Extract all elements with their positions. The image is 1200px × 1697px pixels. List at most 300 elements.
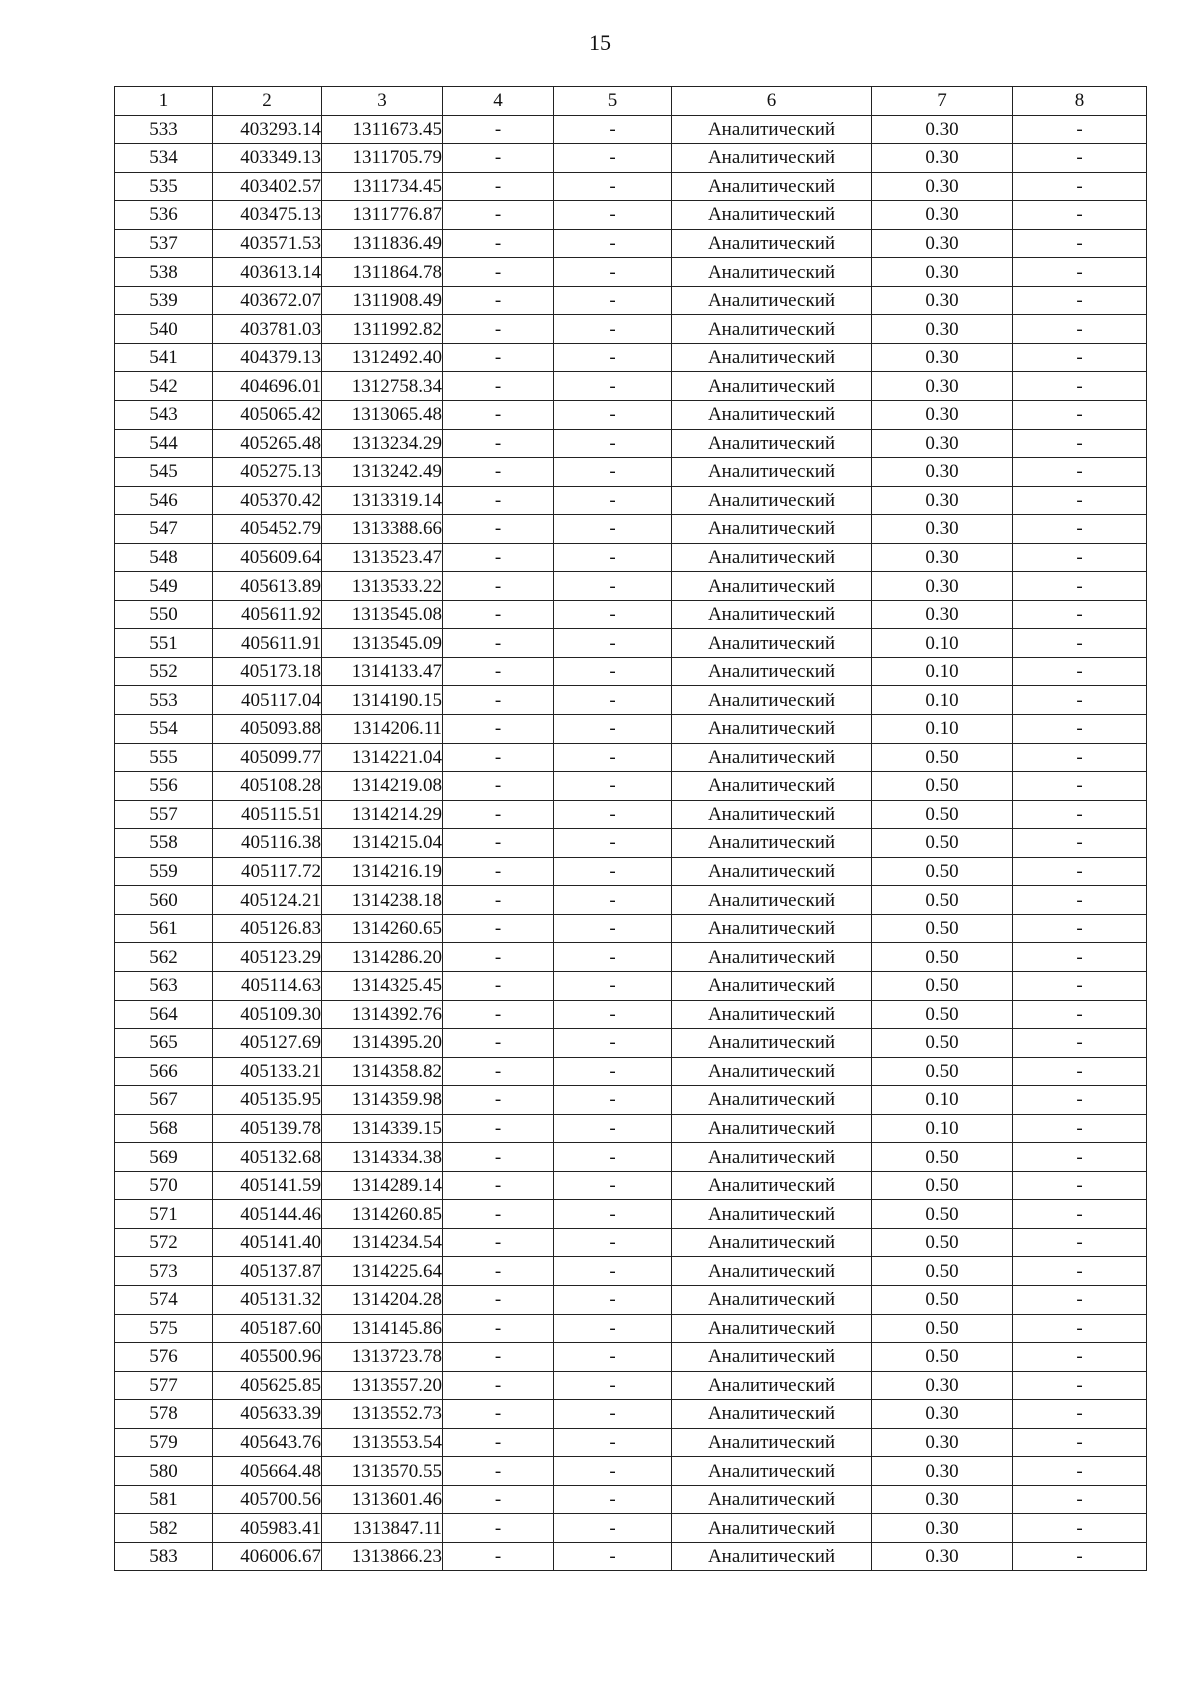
col8-cell: - xyxy=(1013,201,1147,230)
x-coordinate-cell: 405609.64 xyxy=(213,543,322,572)
point-number-cell: 557 xyxy=(115,800,213,829)
point-number-cell: 549 xyxy=(115,572,213,601)
accuracy-cell: 0.30 xyxy=(872,286,1013,315)
col8-cell: - xyxy=(1013,1171,1147,1200)
col5-cell: - xyxy=(554,401,672,430)
table-row xyxy=(115,829,1147,858)
table-row xyxy=(115,857,1147,886)
col8-cell: - xyxy=(1013,1000,1147,1029)
col5-cell: - xyxy=(554,343,672,372)
table-row xyxy=(115,800,1147,829)
col8-cell: - xyxy=(1013,1257,1147,1286)
y-coordinate-cell: 1313552.73 xyxy=(322,1400,443,1429)
y-coordinate-cell: 1314260.65 xyxy=(322,914,443,943)
x-coordinate-cell: 405613.89 xyxy=(213,572,322,601)
col5-cell: - xyxy=(554,857,672,886)
method-cell: Аналитический xyxy=(672,686,872,715)
col4-cell: - xyxy=(443,315,554,344)
x-coordinate-cell: 405139.78 xyxy=(213,1114,322,1143)
point-number-cell: 566 xyxy=(115,1057,213,1086)
point-number-cell: 579 xyxy=(115,1428,213,1457)
col8-cell: - xyxy=(1013,800,1147,829)
x-coordinate-cell: 405126.83 xyxy=(213,914,322,943)
x-coordinate-cell: 405116.38 xyxy=(213,829,322,858)
col4-cell: - xyxy=(443,486,554,515)
col8-cell: - xyxy=(1013,144,1147,173)
x-coordinate-cell: 405093.88 xyxy=(213,715,322,744)
x-coordinate-cell: 404696.01 xyxy=(213,372,322,401)
col5-cell: - xyxy=(554,172,672,201)
y-coordinate-cell: 1314190.15 xyxy=(322,686,443,715)
table-row xyxy=(115,1143,1147,1172)
point-number-cell: 543 xyxy=(115,401,213,430)
y-coordinate-cell: 1314219.08 xyxy=(322,772,443,801)
table-row xyxy=(115,401,1147,430)
y-coordinate-cell: 1314339.15 xyxy=(322,1114,443,1143)
col5-cell: - xyxy=(554,1057,672,1086)
point-number-cell: 538 xyxy=(115,258,213,287)
col5-cell: - xyxy=(554,1086,672,1115)
col4-cell: - xyxy=(443,1371,554,1400)
col4-cell: - xyxy=(443,1400,554,1429)
col5-cell: - xyxy=(554,1457,672,1486)
col4-cell: - xyxy=(443,343,554,372)
x-coordinate-cell: 405500.96 xyxy=(213,1343,322,1372)
accuracy-cell: 0.50 xyxy=(872,971,1013,1000)
accuracy-cell: 0.30 xyxy=(872,1485,1013,1514)
accuracy-cell: 0.30 xyxy=(872,144,1013,173)
col5-cell: - xyxy=(554,1200,672,1229)
method-cell: Аналитический xyxy=(672,429,872,458)
x-coordinate-cell: 405144.46 xyxy=(213,1200,322,1229)
col8-cell: - xyxy=(1013,1485,1147,1514)
col4-cell: - xyxy=(443,572,554,601)
table-row xyxy=(115,543,1147,572)
method-cell: Аналитический xyxy=(672,1428,872,1457)
accuracy-cell: 0.30 xyxy=(872,458,1013,487)
col4-cell: - xyxy=(443,971,554,1000)
table-header-row xyxy=(115,87,1147,116)
y-coordinate-cell: 1312758.34 xyxy=(322,372,443,401)
accuracy-cell: 0.50 xyxy=(872,743,1013,772)
col5-cell: - xyxy=(554,829,672,858)
x-coordinate-cell: 405135.95 xyxy=(213,1086,322,1115)
y-coordinate-cell: 1314215.04 xyxy=(322,829,443,858)
x-coordinate-cell: 405141.40 xyxy=(213,1228,322,1257)
col8-cell: - xyxy=(1013,1029,1147,1058)
table-row xyxy=(115,715,1147,744)
col4-cell: - xyxy=(443,743,554,772)
table-row xyxy=(115,315,1147,344)
col5-cell: - xyxy=(554,657,672,686)
y-coordinate-cell: 1313553.54 xyxy=(322,1428,443,1457)
col8-cell: - xyxy=(1013,429,1147,458)
col5-cell: - xyxy=(554,914,672,943)
table-row xyxy=(115,1314,1147,1343)
method-cell: Аналитический xyxy=(672,515,872,544)
point-number-cell: 562 xyxy=(115,943,213,972)
col4-cell: - xyxy=(443,1428,554,1457)
point-number-cell: 541 xyxy=(115,343,213,372)
y-coordinate-cell: 1311908.49 xyxy=(322,286,443,315)
point-number-cell: 533 xyxy=(115,115,213,144)
col4-cell: - xyxy=(443,1114,554,1143)
method-cell: Аналитический xyxy=(672,486,872,515)
table-row xyxy=(115,372,1147,401)
col8-cell: - xyxy=(1013,1371,1147,1400)
point-number-cell: 535 xyxy=(115,172,213,201)
method-cell: Аналитический xyxy=(672,886,872,915)
accuracy-cell: 0.30 xyxy=(872,258,1013,287)
method-cell: Аналитический xyxy=(672,629,872,658)
col4-cell: - xyxy=(443,1171,554,1200)
y-coordinate-cell: 1314221.04 xyxy=(322,743,443,772)
x-coordinate-cell: 405141.59 xyxy=(213,1171,322,1200)
y-coordinate-cell: 1313601.46 xyxy=(322,1485,443,1514)
column-header: 2 xyxy=(213,87,322,116)
accuracy-cell: 0.30 xyxy=(872,401,1013,430)
table-row xyxy=(115,686,1147,715)
table-row xyxy=(115,657,1147,686)
col5-cell: - xyxy=(554,229,672,258)
table-row xyxy=(115,1428,1147,1457)
column-header: 6 xyxy=(672,87,872,116)
y-coordinate-cell: 1313570.55 xyxy=(322,1457,443,1486)
y-coordinate-cell: 1313723.78 xyxy=(322,1343,443,1372)
col4-cell: - xyxy=(443,286,554,315)
accuracy-cell: 0.30 xyxy=(872,1457,1013,1486)
accuracy-cell: 0.50 xyxy=(872,1285,1013,1314)
point-number-cell: 576 xyxy=(115,1343,213,1372)
x-coordinate-cell: 405133.21 xyxy=(213,1057,322,1086)
accuracy-cell: 0.10 xyxy=(872,1114,1013,1143)
col8-cell: - xyxy=(1013,686,1147,715)
col4-cell: - xyxy=(443,1457,554,1486)
col8-cell: - xyxy=(1013,543,1147,572)
page-number: 15 xyxy=(589,30,611,55)
x-coordinate-cell: 405633.39 xyxy=(213,1400,322,1429)
table-row xyxy=(115,229,1147,258)
table-row xyxy=(115,886,1147,915)
method-cell: Аналитический xyxy=(672,229,872,258)
table-row xyxy=(115,343,1147,372)
x-coordinate-cell: 404379.13 xyxy=(213,343,322,372)
y-coordinate-cell: 1313523.47 xyxy=(322,543,443,572)
method-cell: Аналитический xyxy=(672,1457,872,1486)
col4-cell: - xyxy=(443,1143,554,1172)
method-cell: Аналитический xyxy=(672,1228,872,1257)
point-number-cell: 534 xyxy=(115,144,213,173)
col5-cell: - xyxy=(554,629,672,658)
x-coordinate-cell: 406006.67 xyxy=(213,1542,322,1571)
point-number-cell: 581 xyxy=(115,1485,213,1514)
accuracy-cell: 0.50 xyxy=(872,1343,1013,1372)
y-coordinate-cell: 1311992.82 xyxy=(322,315,443,344)
col8-cell: - xyxy=(1013,914,1147,943)
x-coordinate-cell: 405370.42 xyxy=(213,486,322,515)
col4-cell: - xyxy=(443,1314,554,1343)
x-coordinate-cell: 405117.04 xyxy=(213,686,322,715)
col5-cell: - xyxy=(554,1257,672,1286)
table-row xyxy=(115,572,1147,601)
method-cell: Аналитический xyxy=(672,315,872,344)
point-number-cell: 563 xyxy=(115,971,213,1000)
point-number-cell: 564 xyxy=(115,1000,213,1029)
method-cell: Аналитический xyxy=(672,1485,872,1514)
point-number-cell: 561 xyxy=(115,914,213,943)
method-cell: Аналитический xyxy=(672,1143,872,1172)
table-row xyxy=(115,772,1147,801)
x-coordinate-cell: 405275.13 xyxy=(213,458,322,487)
y-coordinate-cell: 1313234.29 xyxy=(322,429,443,458)
x-coordinate-cell: 405137.87 xyxy=(213,1257,322,1286)
point-number-cell: 547 xyxy=(115,515,213,544)
point-number-cell: 540 xyxy=(115,315,213,344)
accuracy-cell: 0.30 xyxy=(872,115,1013,144)
col4-cell: - xyxy=(443,1257,554,1286)
table-row xyxy=(115,429,1147,458)
table-row xyxy=(115,971,1147,1000)
col5-cell: - xyxy=(554,600,672,629)
col8-cell: - xyxy=(1013,515,1147,544)
col5-cell: - xyxy=(554,515,672,544)
method-cell: Аналитический xyxy=(672,258,872,287)
accuracy-cell: 0.30 xyxy=(872,1371,1013,1400)
col4-cell: - xyxy=(443,1086,554,1115)
point-number-cell: 544 xyxy=(115,429,213,458)
accuracy-cell: 0.50 xyxy=(872,943,1013,972)
point-number-cell: 542 xyxy=(115,372,213,401)
point-number-cell: 578 xyxy=(115,1400,213,1429)
method-cell: Аналитический xyxy=(672,144,872,173)
col5-cell: - xyxy=(554,1485,672,1514)
point-number-cell: 555 xyxy=(115,743,213,772)
col5-cell: - xyxy=(554,1514,672,1543)
table-row xyxy=(115,144,1147,173)
col8-cell: - xyxy=(1013,829,1147,858)
x-coordinate-cell: 405065.42 xyxy=(213,401,322,430)
table-row xyxy=(115,629,1147,658)
point-number-cell: 548 xyxy=(115,543,213,572)
x-coordinate-cell: 405664.48 xyxy=(213,1457,322,1486)
col8-cell: - xyxy=(1013,286,1147,315)
col4-cell: - xyxy=(443,1343,554,1372)
accuracy-cell: 0.10 xyxy=(872,657,1013,686)
y-coordinate-cell: 1313545.09 xyxy=(322,629,443,658)
col8-cell: - xyxy=(1013,971,1147,1000)
y-coordinate-cell: 1314395.20 xyxy=(322,1029,443,1058)
col5-cell: - xyxy=(554,1542,672,1571)
table-row xyxy=(115,1485,1147,1514)
method-cell: Аналитический xyxy=(672,857,872,886)
table-row xyxy=(115,515,1147,544)
col4-cell: - xyxy=(443,429,554,458)
accuracy-cell: 0.10 xyxy=(872,715,1013,744)
accuracy-cell: 0.30 xyxy=(872,543,1013,572)
point-number-cell: 553 xyxy=(115,686,213,715)
method-cell: Аналитический xyxy=(672,458,872,487)
table-row xyxy=(115,1057,1147,1086)
col4-cell: - xyxy=(443,372,554,401)
col5-cell: - xyxy=(554,686,672,715)
col5-cell: - xyxy=(554,486,672,515)
x-coordinate-cell: 403475.13 xyxy=(213,201,322,230)
method-cell: Аналитический xyxy=(672,1000,872,1029)
col8-cell: - xyxy=(1013,1457,1147,1486)
col5-cell: - xyxy=(554,943,672,972)
x-coordinate-cell: 405099.77 xyxy=(213,743,322,772)
col8-cell: - xyxy=(1013,1228,1147,1257)
col8-cell: - xyxy=(1013,1428,1147,1457)
x-coordinate-cell: 405109.30 xyxy=(213,1000,322,1029)
x-coordinate-cell: 405983.41 xyxy=(213,1514,322,1543)
x-coordinate-cell: 405131.32 xyxy=(213,1285,322,1314)
col4-cell: - xyxy=(443,1057,554,1086)
col4-cell: - xyxy=(443,229,554,258)
x-coordinate-cell: 403293.14 xyxy=(213,115,322,144)
x-coordinate-cell: 405132.68 xyxy=(213,1143,322,1172)
col8-cell: - xyxy=(1013,886,1147,915)
y-coordinate-cell: 1311734.45 xyxy=(322,172,443,201)
method-cell: Аналитический xyxy=(672,1514,872,1543)
col4-cell: - xyxy=(443,515,554,544)
col5-cell: - xyxy=(554,1114,672,1143)
point-number-cell: 572 xyxy=(115,1228,213,1257)
col5-cell: - xyxy=(554,1029,672,1058)
col5-cell: - xyxy=(554,1228,672,1257)
accuracy-cell: 0.30 xyxy=(872,1400,1013,1429)
accuracy-cell: 0.30 xyxy=(872,429,1013,458)
col4-cell: - xyxy=(443,600,554,629)
y-coordinate-cell: 1314289.14 xyxy=(322,1171,443,1200)
column-header: 1 xyxy=(115,87,213,116)
col4-cell: - xyxy=(443,1029,554,1058)
point-number-cell: 536 xyxy=(115,201,213,230)
y-coordinate-cell: 1312492.40 xyxy=(322,343,443,372)
x-coordinate-cell: 405611.92 xyxy=(213,600,322,629)
method-cell: Аналитический xyxy=(672,1086,872,1115)
x-coordinate-cell: 403781.03 xyxy=(213,315,322,344)
accuracy-cell: 0.30 xyxy=(872,343,1013,372)
method-cell: Аналитический xyxy=(672,572,872,601)
point-number-cell: 556 xyxy=(115,772,213,801)
coordinates-table xyxy=(114,86,1147,1571)
method-cell: Аналитический xyxy=(672,1029,872,1058)
accuracy-cell: 0.30 xyxy=(872,372,1013,401)
x-coordinate-cell: 405117.72 xyxy=(213,857,322,886)
col8-cell: - xyxy=(1013,629,1147,658)
point-number-cell: 583 xyxy=(115,1542,213,1571)
col5-cell: - xyxy=(554,458,672,487)
y-coordinate-cell: 1313319.14 xyxy=(322,486,443,515)
y-coordinate-cell: 1314334.38 xyxy=(322,1143,443,1172)
col5-cell: - xyxy=(554,1314,672,1343)
col4-cell: - xyxy=(443,857,554,886)
col5-cell: - xyxy=(554,743,672,772)
col5-cell: - xyxy=(554,1143,672,1172)
col4-cell: - xyxy=(443,886,554,915)
col8-cell: - xyxy=(1013,1285,1147,1314)
col5-cell: - xyxy=(554,1400,672,1429)
col8-cell: - xyxy=(1013,1343,1147,1372)
x-coordinate-cell: 405625.85 xyxy=(213,1371,322,1400)
column-header: 4 xyxy=(443,87,554,116)
method-cell: Аналитический xyxy=(672,286,872,315)
accuracy-cell: 0.30 xyxy=(872,572,1013,601)
table-row xyxy=(115,943,1147,972)
accuracy-cell: 0.10 xyxy=(872,629,1013,658)
y-coordinate-cell: 1313847.11 xyxy=(322,1514,443,1543)
table-body xyxy=(115,115,1147,1571)
col4-cell: - xyxy=(443,401,554,430)
column-header: 8 xyxy=(1013,87,1147,116)
x-coordinate-cell: 403402.57 xyxy=(213,172,322,201)
y-coordinate-cell: 1313533.22 xyxy=(322,572,443,601)
accuracy-cell: 0.50 xyxy=(872,1257,1013,1286)
accuracy-cell: 0.30 xyxy=(872,1428,1013,1457)
method-cell: Аналитический xyxy=(672,401,872,430)
col8-cell: - xyxy=(1013,1057,1147,1086)
accuracy-cell: 0.50 xyxy=(872,1228,1013,1257)
point-number-cell: 571 xyxy=(115,1200,213,1229)
col8-cell: - xyxy=(1013,315,1147,344)
col5-cell: - xyxy=(554,886,672,915)
y-coordinate-cell: 1314145.86 xyxy=(322,1314,443,1343)
table-row xyxy=(115,1228,1147,1257)
col4-cell: - xyxy=(443,629,554,658)
method-cell: Аналитический xyxy=(672,1542,872,1571)
x-coordinate-cell: 405123.29 xyxy=(213,943,322,972)
table-row xyxy=(115,1343,1147,1372)
col8-cell: - xyxy=(1013,600,1147,629)
point-number-cell: 551 xyxy=(115,629,213,658)
col4-cell: - xyxy=(443,1200,554,1229)
y-coordinate-cell: 1314325.45 xyxy=(322,971,443,1000)
y-coordinate-cell: 1314358.82 xyxy=(322,1057,443,1086)
col4-cell: - xyxy=(443,829,554,858)
method-cell: Аналитический xyxy=(672,1171,872,1200)
table-row xyxy=(115,1171,1147,1200)
y-coordinate-cell: 1313242.49 xyxy=(322,458,443,487)
point-number-cell: 575 xyxy=(115,1314,213,1343)
point-number-cell: 565 xyxy=(115,1029,213,1058)
accuracy-cell: 0.30 xyxy=(872,201,1013,230)
column-header: 7 xyxy=(872,87,1013,116)
col8-cell: - xyxy=(1013,458,1147,487)
x-coordinate-cell: 405187.60 xyxy=(213,1314,322,1343)
col4-cell: - xyxy=(443,772,554,801)
y-coordinate-cell: 1311864.78 xyxy=(322,258,443,287)
col4-cell: - xyxy=(443,1514,554,1543)
col5-cell: - xyxy=(554,144,672,173)
col8-cell: - xyxy=(1013,943,1147,972)
col5-cell: - xyxy=(554,286,672,315)
y-coordinate-cell: 1311776.87 xyxy=(322,201,443,230)
col4-cell: - xyxy=(443,201,554,230)
accuracy-cell: 0.30 xyxy=(872,486,1013,515)
y-coordinate-cell: 1314206.11 xyxy=(322,715,443,744)
method-cell: Аналитический xyxy=(672,1057,872,1086)
method-cell: Аналитический xyxy=(672,772,872,801)
x-coordinate-cell: 405452.79 xyxy=(213,515,322,544)
col5-cell: - xyxy=(554,201,672,230)
col4-cell: - xyxy=(443,543,554,572)
x-coordinate-cell: 405611.91 xyxy=(213,629,322,658)
y-coordinate-cell: 1314133.47 xyxy=(322,657,443,686)
point-number-cell: 577 xyxy=(115,1371,213,1400)
x-coordinate-cell: 403672.07 xyxy=(213,286,322,315)
y-coordinate-cell: 1313388.66 xyxy=(322,515,443,544)
